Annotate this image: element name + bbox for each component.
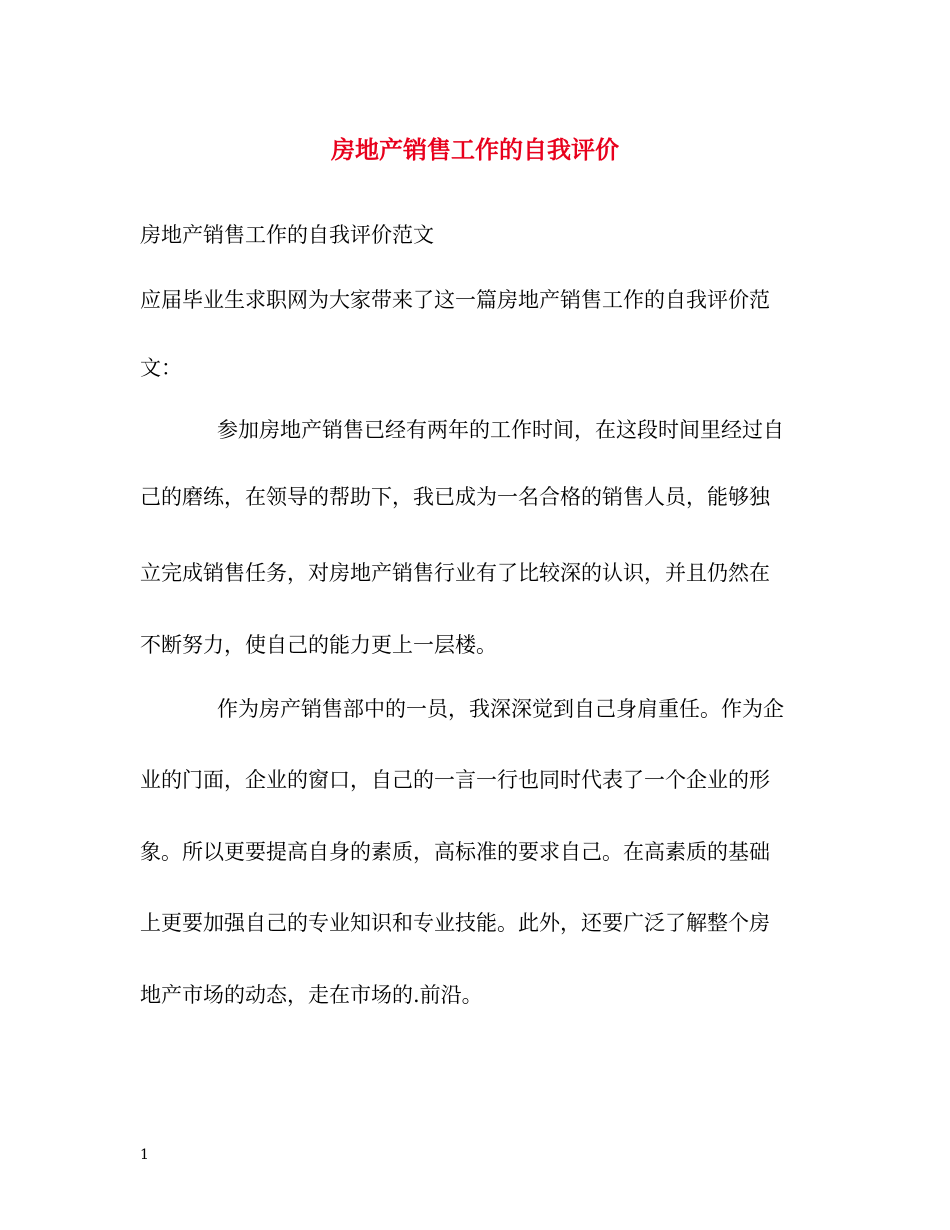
paragraph-1-line: 己的磨练，在领导的帮助下，我已成为一名合格的销售人员，能够独 xyxy=(140,485,770,509)
document-subtitle: 房地产销售工作的自我评价范文 xyxy=(140,223,434,247)
paragraph-2-line: 象。所以更要提高自身的素质，高标准的要求自己。在高素质的基础 xyxy=(140,840,770,864)
paragraph-2-line: 地产市场的动态，走在市场的.前沿。 xyxy=(140,983,483,1007)
paragraph-2-line: 业的门面，企业的窗口，自己的一言一行也同时代表了一个企业的形 xyxy=(140,768,770,792)
document-title: 房地产销售工作的自我评价 xyxy=(331,135,619,164)
paragraph-2-line: 作为房产销售部中的一员，我深深觉到自己身肩重任。作为企 xyxy=(217,697,784,721)
paragraph-1-line: 参加房地产销售已经有两年的工作时间，在这段时间里经过自 xyxy=(217,418,784,442)
intro-line: 应届毕业生求职网为大家带来了这一篇房地产销售工作的自我评价范 xyxy=(140,288,770,312)
paragraph-1-line: 不断努力，使自己的能力更上一层楼。 xyxy=(140,633,497,657)
page-number: 1 xyxy=(140,1147,149,1163)
paragraph-2-line: 上更要加强自己的专业知识和专业技能。此外，还要广泛了解整个房 xyxy=(140,911,770,935)
paragraph-1-line: 立完成销售任务，对房地产销售行业有了比较深的认识，并且仍然在 xyxy=(140,561,770,585)
intro-line: 文： xyxy=(140,356,182,380)
